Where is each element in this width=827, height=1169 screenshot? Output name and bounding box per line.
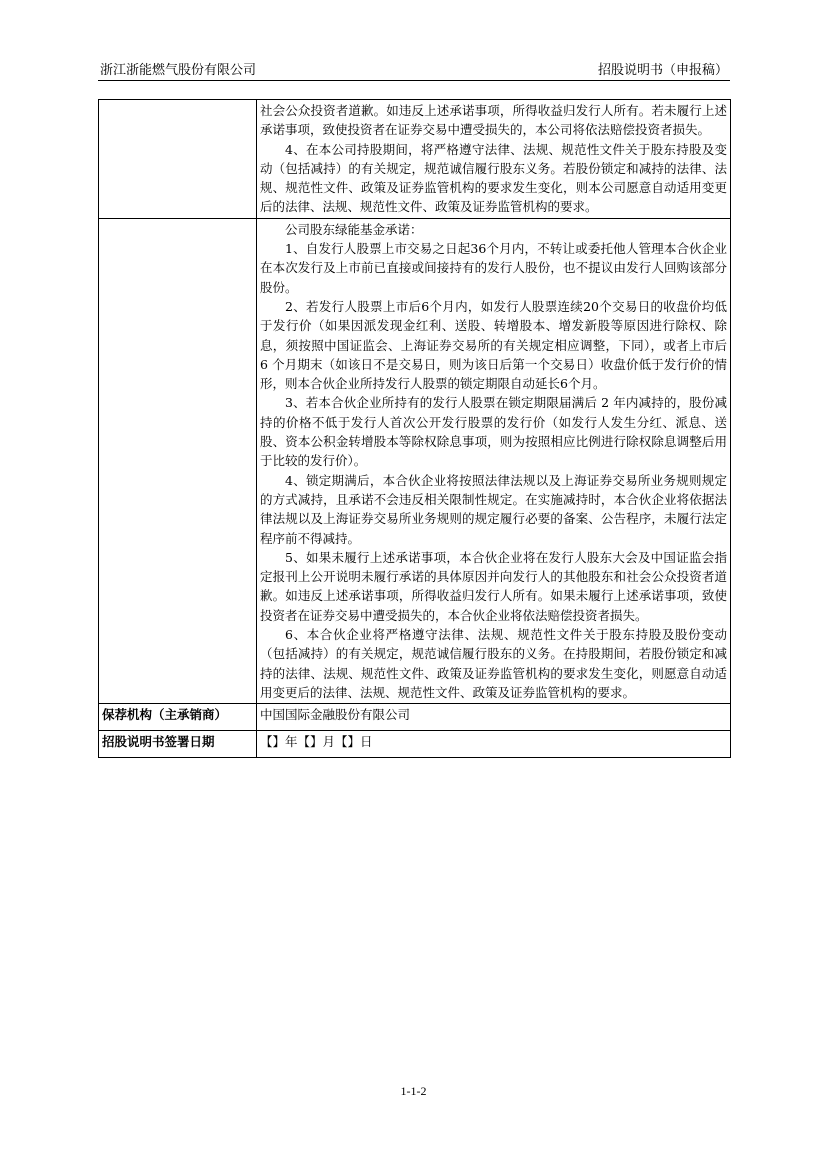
sign-date-row bbox=[99, 731, 731, 758]
empty-label-cell bbox=[99, 100, 257, 219]
document-title: 招股说明书（申报稿） bbox=[597, 63, 728, 78]
empty-label-cell bbox=[99, 218, 257, 703]
commitment-paragraph: 2、若发行人股票上市后6个月内，如发行人股票连续20个交易日的收盘价均低于发行价（如果因派发现金红利、送股、转增股本、增发新股等原因进行除权、除息，须按照中国证监会、上海证券交易所的有关规定相应调整，下同），或者上市后 6 个月期末（如该日不是交易日，则为该日后第一个交易日）收盘价低于发行价的情形，则本合伙企业所持发行人股票的锁定期限自动延长6个月。 bbox=[260, 298, 727, 392]
page-number: 1-1-2 bbox=[400, 1084, 427, 1098]
commitment-heading: 公司股东绿能基金承诺： bbox=[285, 221, 423, 237]
commitment-row-2 bbox=[99, 218, 731, 703]
sign-date-value: 【】年【】月【】日 bbox=[257, 731, 731, 758]
sponsor-value: 中国国际金融股份有限公司 bbox=[257, 704, 731, 731]
commitment-paragraph: 社会公众投资者道歉。如违反上述承诺事项，所得收益归发行人所有。若未履行上述承诺事项，致使投资者在证券交易中遭受损失的，本公司将依法赔偿投资者损失。 bbox=[260, 103, 727, 138]
sponsor-label: 保荐机构（主承销商） bbox=[99, 704, 257, 731]
prospectus-info-table bbox=[98, 99, 731, 758]
commitment-paragraph: 5、如果未履行上述承诺事项，本合伙企业将在发行人股东大会及中国证监会指定报刊上公开说明未履行承诺的具体原因并向发行人的其他股东和社会公众投资者道歉。如违反上述承诺事项，所得收益归发行人所有。如果未履行上述承诺事项，致使投资者在证券交易中遭受损失的，本合伙企业将依法赔偿投资者损失。 bbox=[260, 549, 727, 623]
company-name: 浙江浙能燃气股份有限公司 bbox=[100, 63, 257, 78]
commitment-paragraph: 1、自发行人股票上市交易之日起36个月内，不转让或委托他人管理本合伙企业在本次发行及上市前已直接或间接持有的发行人股份，也不提议由发行人回购该部分股份。 bbox=[260, 241, 727, 295]
commitment-paragraph: 4、锁定期满后，本合伙企业将按照法律法规以及上海证券交易所业务规则规定的方式减持，且承诺不会违反相关限制性规定。在实施减持时，本合伙企业将依据法律法规以及上海证券交易所业务规则的规定履行必要的备案、公告程序，未履行法定程序前不得减持。 bbox=[260, 472, 727, 546]
sign-date-label: 招股说明书签署日期 bbox=[99, 731, 257, 758]
commitment-cell-1 bbox=[257, 100, 731, 219]
page-header bbox=[98, 56, 730, 81]
commitment-paragraph: 6、本合伙企业将严格遵守法律、法规、规范性文件关于股东持股及股份变动（包括减持）的有关规定，规范诚信履行股东的义务。在持股期间，若股份锁定和减持的法律、法规、规范性文件、政策及证券监管机构的要求发生变化，则愿意自动适用变更后的法律、法规、规范性文件、政策及证券监管机构的要求。 bbox=[260, 627, 727, 700]
commitment-row-1 bbox=[99, 100, 731, 219]
commitment-paragraph: 3、若本合伙企业所持有的发行人股票在锁定期限届满后 2 年内减持的，股份减持的价格不低于发行人首次公开发行股票的发行价（如发行人发生分红、派息、送股、资本公积金转增股本等除权除息事项，则为按照相应比例进行除权除息调整后用于比较的发行价）。 bbox=[260, 395, 727, 469]
sponsor-row bbox=[99, 704, 731, 731]
commitment-cell-2 bbox=[257, 218, 731, 703]
commitment-paragraph: 4、在本公司持股期间，将严格遵守法律、法规、规范性文件关于股东持股及变动（包括减持）的有关规定，规范诚信履行股东义务。若股份锁定和减持的法律、法规、规范性文件、政策及证券监管机构的要求发生变化，则本公司愿意自动适用变更后的法律、法规、规范性文件、政策及证券监管机构的要求。 bbox=[260, 141, 727, 215]
